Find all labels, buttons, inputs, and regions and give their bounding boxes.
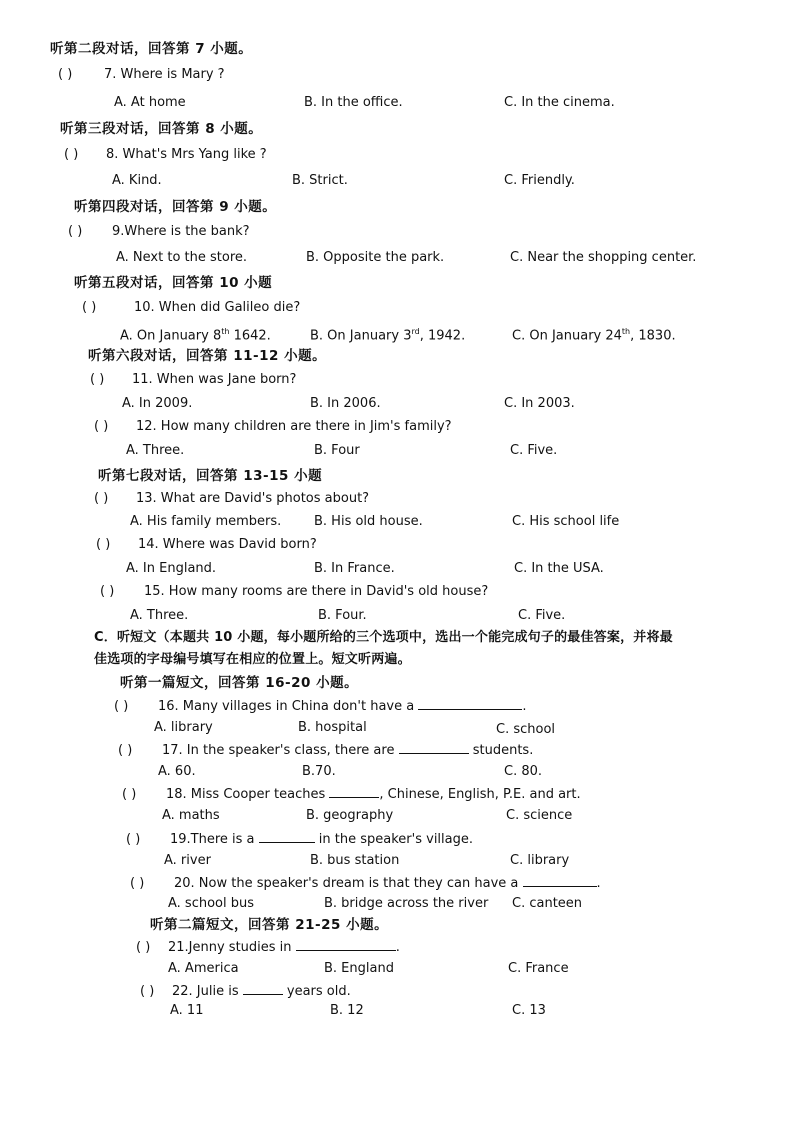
- option-a: A. 60.: [158, 764, 196, 779]
- option-b: B. Four.: [318, 608, 367, 623]
- option-a: A. America: [168, 961, 239, 976]
- option-a: A. Three.: [130, 608, 189, 623]
- option-c: C. library: [510, 853, 570, 868]
- question-text: 17. In the speaker's class, there are: [162, 743, 395, 758]
- question-text: 14. Where was David born?: [138, 537, 317, 552]
- question-7: [58, 66, 225, 84]
- question-11: [90, 371, 296, 389]
- answer-paren[interactable]: ( ): [126, 832, 141, 847]
- option-c: C. France: [508, 961, 569, 976]
- section-heading: 听第一篇短文，回答第 16-20 小题。: [120, 675, 359, 691]
- answer-blank[interactable]: [523, 874, 597, 887]
- answer-paren[interactable]: ( ): [140, 984, 155, 999]
- option-b: B.70.: [302, 764, 336, 779]
- option-c: C. Five.: [518, 608, 566, 623]
- answer-paren[interactable]: ( ): [58, 67, 73, 82]
- answer-paren[interactable]: ( ): [100, 584, 115, 599]
- answer-paren[interactable]: ( ): [136, 940, 151, 955]
- answer-blank[interactable]: [329, 785, 379, 798]
- question-14: [96, 536, 317, 554]
- answer-paren[interactable]: ( ): [94, 419, 109, 434]
- option-b: B. In France.: [314, 561, 395, 576]
- answer-paren[interactable]: ( ): [94, 491, 109, 506]
- question-text: 9.Where is the bank?: [112, 224, 250, 239]
- question-text: 13. What are David's photos about?: [136, 491, 370, 506]
- question-text: 20. Now the speaker's dream is that they can have a: [174, 876, 519, 891]
- question-21: ( ) 21.Jenny studies in .: [136, 940, 400, 955]
- question-13: [94, 490, 369, 508]
- question-20: ( ) 20. Now the speaker's dream is that they can have a .: [130, 876, 601, 891]
- option-c: C. science: [506, 808, 573, 823]
- option-c: C. In 2003.: [504, 396, 575, 411]
- option-b: B. Four: [314, 443, 360, 458]
- section-heading: 听第五段对话，回答第 10 小题: [74, 275, 273, 291]
- section-heading: 听第三段对话，回答第 8 小题。: [60, 121, 263, 137]
- option-a: A. Three.: [126, 443, 185, 458]
- answer-blank[interactable]: [399, 741, 469, 754]
- question-text: 22. Julie is: [172, 984, 239, 999]
- question-9: [68, 223, 250, 241]
- option-b: B. On January 3rd, 1942.: [310, 327, 466, 344]
- option-c: C. 13: [512, 1003, 546, 1018]
- option-b: B. 12: [330, 1003, 364, 1018]
- answer-paren[interactable]: ( ): [130, 876, 145, 891]
- question-15: [100, 583, 488, 601]
- question-text: 18. Miss Cooper teaches: [166, 787, 326, 802]
- option-c: C. In the USA.: [514, 561, 604, 576]
- option-a: A. library: [154, 720, 213, 735]
- question-text: 15. How many rooms are there in David's old house?: [144, 584, 489, 599]
- answer-paren[interactable]: ( ): [118, 743, 133, 758]
- option-a: A. At home: [114, 95, 186, 110]
- option-c: C. 80.: [504, 764, 543, 779]
- question-18: ( ) 18. Miss Cooper teaches , Chinese, English, P.E. and art.: [122, 787, 581, 802]
- question-text: 16. Many villages in China don't have a: [158, 699, 415, 714]
- answer-blank[interactable]: [296, 938, 396, 951]
- section-heading: C．听短文（本题共 10 小题，每小题所给的三个选项中，选出一个能完成句子的最佳答案，并将最: [94, 630, 673, 645]
- question-8: [64, 146, 267, 164]
- question-16: ( ) 16. Many villages in China don't have a .: [114, 699, 527, 714]
- answer-blank[interactable]: [243, 982, 283, 995]
- question-12: [94, 418, 452, 436]
- answer-paren[interactable]: ( ): [122, 787, 137, 802]
- answer-paren[interactable]: ( ): [114, 699, 129, 714]
- question-text: 8. What's Mrs Yang like ?: [106, 147, 267, 162]
- option-a: A. Kind.: [112, 173, 162, 188]
- question-17: ( ) 17. In the speaker's class, there are students.: [118, 743, 534, 758]
- option-c: C. canteen: [512, 896, 583, 911]
- option-b: B. His old house.: [314, 514, 423, 529]
- answer-blank[interactable]: [418, 697, 522, 710]
- option-c: C. In the cinema.: [504, 95, 615, 110]
- question-text: 12. How many children are there in Jim's family?: [136, 419, 452, 434]
- section-heading: 听第六段对话，回答第 11-12 小题。: [88, 348, 327, 364]
- option-b: B. bus station: [310, 853, 400, 868]
- option-c: C. His school life: [512, 514, 620, 529]
- section-heading: 听第二篇短文，回答第 21-25 小题。: [150, 917, 389, 933]
- section-heading: 佳选项的字母编号填写在相应的位置上。短文听两遍。: [94, 652, 411, 667]
- question-19: ( ) 19.There is a in the speaker's village.: [126, 832, 474, 847]
- option-b: B. geography: [306, 808, 394, 823]
- option-b: B. Strict.: [292, 173, 348, 188]
- option-b: B. England: [324, 961, 394, 976]
- option-b: B. Opposite the park.: [306, 250, 445, 265]
- option-a: A. On January 8th 1642.: [120, 327, 271, 344]
- answer-paren[interactable]: ( ): [68, 224, 83, 239]
- option-c: C. school: [496, 722, 556, 737]
- option-a: A. In England.: [126, 561, 217, 576]
- option-a: A. 11: [170, 1003, 204, 1018]
- section-heading: 听第七段对话，回答第 13-15 小题: [98, 468, 323, 484]
- question-10: [82, 299, 300, 317]
- answer-paren[interactable]: ( ): [96, 537, 111, 552]
- option-b: B. hospital: [298, 720, 367, 735]
- section-heading: 听第二段对话，回答第 7 小题。: [50, 41, 253, 57]
- question-text: 7. Where is Mary ?: [104, 67, 225, 82]
- option-c: C. Near the shopping center.: [510, 250, 697, 265]
- question-text: 10. When did Galileo die?: [134, 300, 301, 315]
- option-c: C. On January 24th, 1830.: [512, 327, 676, 344]
- option-c: C. Friendly.: [504, 173, 575, 188]
- option-b: B. bridge across the river: [324, 896, 489, 911]
- answer-paren[interactable]: ( ): [90, 372, 105, 387]
- option-a: A. maths: [162, 808, 220, 823]
- section-heading: 听第四段对话，回答第 9 小题。: [74, 199, 277, 215]
- question-text: 19.There is a: [170, 832, 255, 847]
- answer-paren[interactable]: ( ): [82, 300, 97, 315]
- option-a: A. His family members.: [130, 514, 282, 529]
- option-b: B. In the office.: [304, 95, 403, 110]
- option-b: B. In 2006.: [310, 396, 381, 411]
- question-text: 11. When was Jane born?: [132, 372, 297, 387]
- question-22: ( ) 22. Julie is years old.: [140, 984, 351, 999]
- answer-blank[interactable]: [259, 830, 315, 843]
- option-a: A. In 2009.: [122, 396, 193, 411]
- option-c: C. Five.: [510, 443, 558, 458]
- answer-paren[interactable]: ( ): [64, 147, 79, 162]
- option-a: A. river: [164, 853, 211, 868]
- question-text: 21.Jenny studies in: [168, 940, 292, 955]
- option-a: A. school bus: [168, 896, 255, 911]
- option-a: A. Next to the store.: [116, 250, 248, 265]
